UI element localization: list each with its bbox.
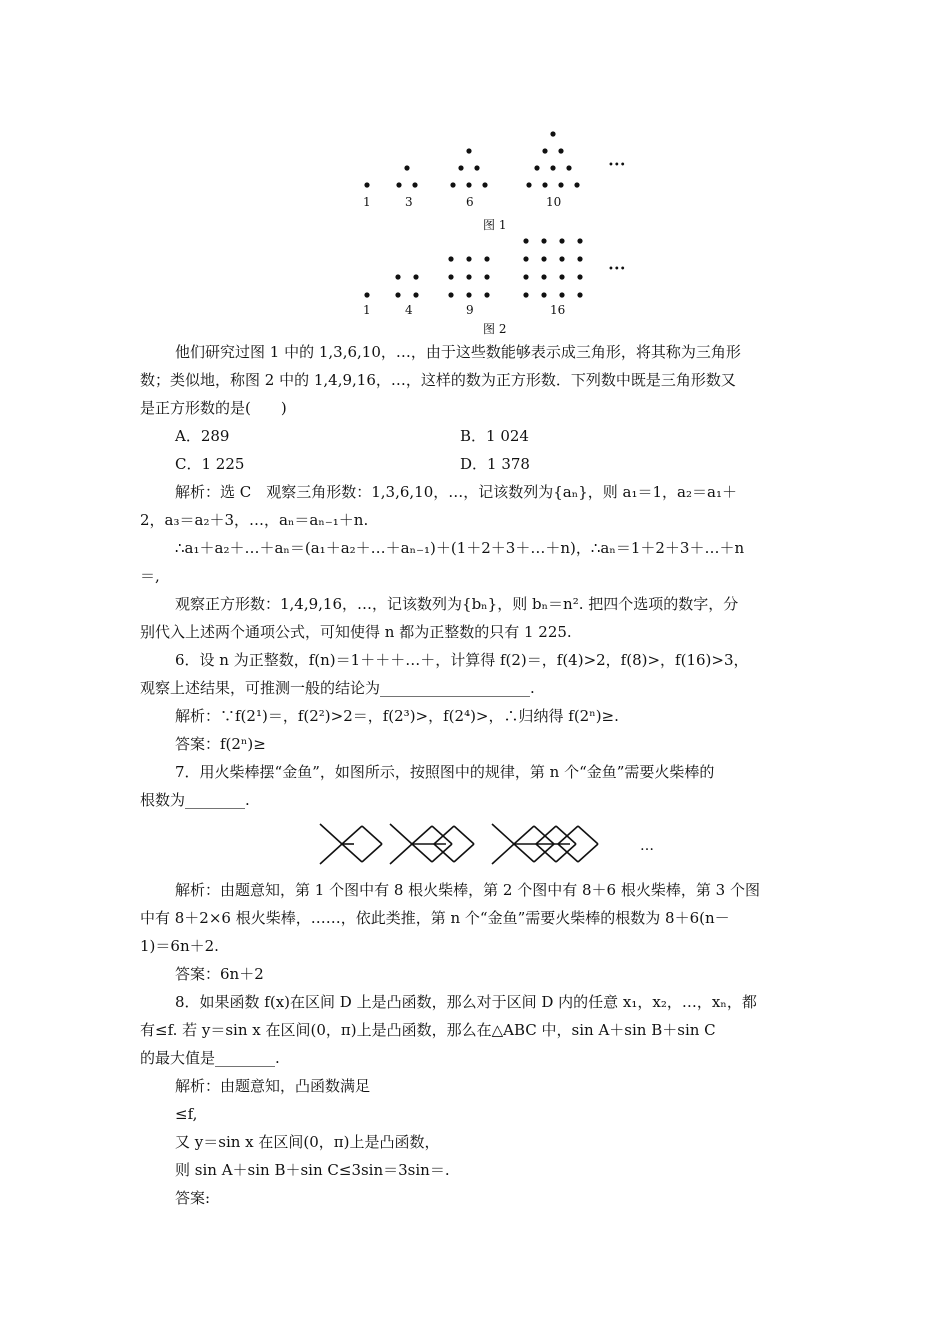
square-dot xyxy=(484,292,489,297)
option-c: C．1 225 xyxy=(175,455,245,473)
matchstick xyxy=(556,826,576,844)
triangle-dot xyxy=(558,182,563,187)
text-line: 观察正方形数：1,4,9,16，…，记该数列为{bₙ}，则 bₙ＝n². 把四个选项的数字，分 xyxy=(175,595,739,613)
square-dot xyxy=(577,274,582,279)
square-dot xyxy=(466,292,471,297)
square-dot xyxy=(395,274,400,279)
triangle-dot xyxy=(542,148,547,153)
goldfish-matchstick-figure xyxy=(318,820,658,870)
matchstick xyxy=(536,826,556,844)
square-dot xyxy=(541,274,546,279)
matchstick xyxy=(362,826,382,844)
matchstick xyxy=(390,844,412,864)
triangle-dot xyxy=(550,131,555,136)
triangle-dot xyxy=(526,182,531,187)
text-line: 答案: xyxy=(175,1189,211,1207)
triangle-dot xyxy=(566,165,571,170)
matchstick xyxy=(492,844,514,864)
fig2-label-1: 1 xyxy=(363,303,371,317)
square-dot xyxy=(448,256,453,261)
matchstick xyxy=(432,844,452,862)
text-line: 答案：6n＋2 xyxy=(175,965,264,983)
text-line: 又 y＝sin x 在区间(0，π)上是凸函数， xyxy=(175,1133,440,1151)
fig1-label-6: 6 xyxy=(466,195,474,209)
option-d: D．1 378 xyxy=(460,455,530,473)
text-line: 则 sin A＋sin B＋sin C≤3sin＝3sin＝. xyxy=(175,1161,450,1179)
matchstick xyxy=(434,826,454,844)
fig1-caption: 图 1 xyxy=(483,218,507,232)
text-line: 是正方形数的是( ) xyxy=(140,399,287,417)
text-line: 他们研究过图 1 中的 1,3,6,10，…，由于这些数能够表示成三角形，将其称为三角形 xyxy=(175,343,741,361)
square-dot xyxy=(541,238,546,243)
matchstick xyxy=(492,824,514,844)
matchstick xyxy=(412,826,432,844)
triangle-dot xyxy=(474,165,479,170)
matchstick xyxy=(558,844,578,862)
matchstick xyxy=(514,844,534,862)
fig1-label-3: 3 xyxy=(405,195,413,209)
fig1-label-1: 1 xyxy=(363,195,371,209)
text-line: 解析：由题意知，凸函数满足 xyxy=(175,1077,371,1095)
matchstick xyxy=(534,844,554,862)
text-line: 解析：由题意知，第 1 个图中有 8 根火柴棒，第 2 个图中有 8＋6 根火柴棒，第 3 个图 xyxy=(175,881,760,899)
text-line: 1)＝6n＋2. xyxy=(140,937,219,955)
fig2-label-16: 16 xyxy=(550,303,566,317)
fig1-label-10: 10 xyxy=(546,195,562,209)
square-dot xyxy=(448,274,453,279)
square-dot xyxy=(395,292,400,297)
triangle-dot xyxy=(534,165,539,170)
triangle-dot xyxy=(574,182,579,187)
text-line: 数；类似地，称图 2 中的 1,4,9,16，…，这样的数为正方形数．下列数中既是三角形数又 xyxy=(140,371,736,389)
square-dot xyxy=(523,256,528,261)
triangle-dot xyxy=(466,148,471,153)
matchstick xyxy=(514,826,534,844)
option-b: B．1 024 xyxy=(460,427,529,445)
figure-2-square-dots xyxy=(355,235,635,305)
square-dot xyxy=(413,292,418,297)
square-dot xyxy=(559,256,564,261)
matchstick xyxy=(390,824,412,844)
square-dot xyxy=(484,256,489,261)
text-line: 别代入上述两个通项公式，可知使得 n 都为正整数的只有 1 225. xyxy=(140,623,572,641)
square-dot xyxy=(413,274,418,279)
square-dot xyxy=(577,256,582,261)
triangle-dot xyxy=(364,182,369,187)
matchstick xyxy=(342,844,362,862)
square-dot xyxy=(559,274,564,279)
text-line: 根数为________. xyxy=(140,791,250,809)
option-a: A．289 xyxy=(175,427,230,445)
square-dot xyxy=(577,238,582,243)
text-line: 的最大值是________. xyxy=(140,1049,280,1067)
fig2-label-9: 9 xyxy=(466,303,474,317)
matchstick xyxy=(578,826,598,844)
matchstick xyxy=(536,844,556,862)
matchstick xyxy=(320,844,342,864)
matchstick xyxy=(558,826,578,844)
text-line: ＝, xyxy=(140,567,160,585)
square-dot xyxy=(523,238,528,243)
triangle-dot xyxy=(458,165,463,170)
square-dot xyxy=(523,292,528,297)
triangle-dot xyxy=(404,165,409,170)
text-line: ≤f, xyxy=(175,1105,198,1123)
square-dot xyxy=(448,292,453,297)
triangle-dot xyxy=(466,182,471,187)
fig2-caption: 图 2 xyxy=(483,322,507,336)
triangle-dot xyxy=(450,182,455,187)
fish-ellipsis: … xyxy=(640,838,654,854)
triangle-dot xyxy=(412,182,417,187)
matchstick xyxy=(534,826,554,844)
matchstick xyxy=(432,826,452,844)
text-line: 解析：∵f(2¹)＝，f(2²)>2＝，f(2³)>，f(2⁴)>，∴归纳得 f(2ⁿ)≥. xyxy=(175,707,619,725)
fig2-ellipsis: ••• xyxy=(608,264,626,275)
matchstick xyxy=(320,824,342,844)
fig1-ellipsis: ••• xyxy=(608,160,626,171)
square-dot xyxy=(484,274,489,279)
figure-1-triangular-dots xyxy=(355,125,635,195)
square-dot xyxy=(523,274,528,279)
matchstick xyxy=(556,844,576,862)
matchstick xyxy=(342,826,362,844)
text-line: 中有 8＋2×6 根火柴棒，……，依此类推，第 n 个“金鱼”需要火柴棒的根数为 8＋6(n－ xyxy=(140,909,730,927)
square-dot xyxy=(466,256,471,261)
triangle-dot xyxy=(558,148,563,153)
triangle-dot xyxy=(550,165,555,170)
square-dot xyxy=(466,274,471,279)
square-dot xyxy=(541,292,546,297)
triangle-dot xyxy=(482,182,487,187)
square-dot xyxy=(577,292,582,297)
matchstick xyxy=(578,844,598,862)
triangle-dot xyxy=(396,182,401,187)
matchstick xyxy=(412,844,432,862)
square-dot xyxy=(541,256,546,261)
matchstick xyxy=(454,826,474,844)
matchstick xyxy=(362,844,382,862)
square-dot xyxy=(559,292,564,297)
text-line: 6．设 n 为正整数，f(n)＝1＋＋＋…＋，计算得 f(2)＝，f(4)>2，f(8)>，f(16)>3， xyxy=(175,651,749,669)
text-line: 7．用火柴棒摆“金鱼”，如图所示，按照图中的规律，第 n 个“金鱼”需要火柴棒的 xyxy=(175,763,715,781)
text-line: 8．如果函数 f(x)在区间 D 上是凸函数，那么对于区间 D 内的任意 x₁，x₂，…，xₙ，都 xyxy=(175,993,757,1011)
matchstick xyxy=(434,844,454,862)
text-line: 有≤f. 若 y＝sin x 在区间(0，π)上是凸函数，那么在△ABC 中，sin A＋sin B＋sin C xyxy=(140,1021,716,1039)
matchstick xyxy=(454,844,474,862)
text-line: ∴a₁＋a₂＋…＋aₙ＝(a₁＋a₂＋…＋aₙ₋₁)＋(1＋2＋3＋…＋n)，∴aₙ＝1＋2＋3＋…＋n xyxy=(175,539,745,557)
fig2-label-4: 4 xyxy=(405,303,413,317)
text-line: 解析：选 C 观察三角形数：1,3,6,10，…，记该数列为{aₙ}，则 a₁＝1，a₂＝a₁＋ xyxy=(175,483,737,501)
square-dot xyxy=(364,292,369,297)
triangle-dot xyxy=(542,182,547,187)
text-line: 答案：f(2ⁿ)≥ xyxy=(175,735,266,753)
text-line: 2，a₃＝a₂＋3，…，aₙ＝aₙ₋₁＋n. xyxy=(140,511,369,529)
text-line: 观察上述结果，可推测一般的结论为____________________. xyxy=(140,679,535,697)
square-dot xyxy=(559,238,564,243)
